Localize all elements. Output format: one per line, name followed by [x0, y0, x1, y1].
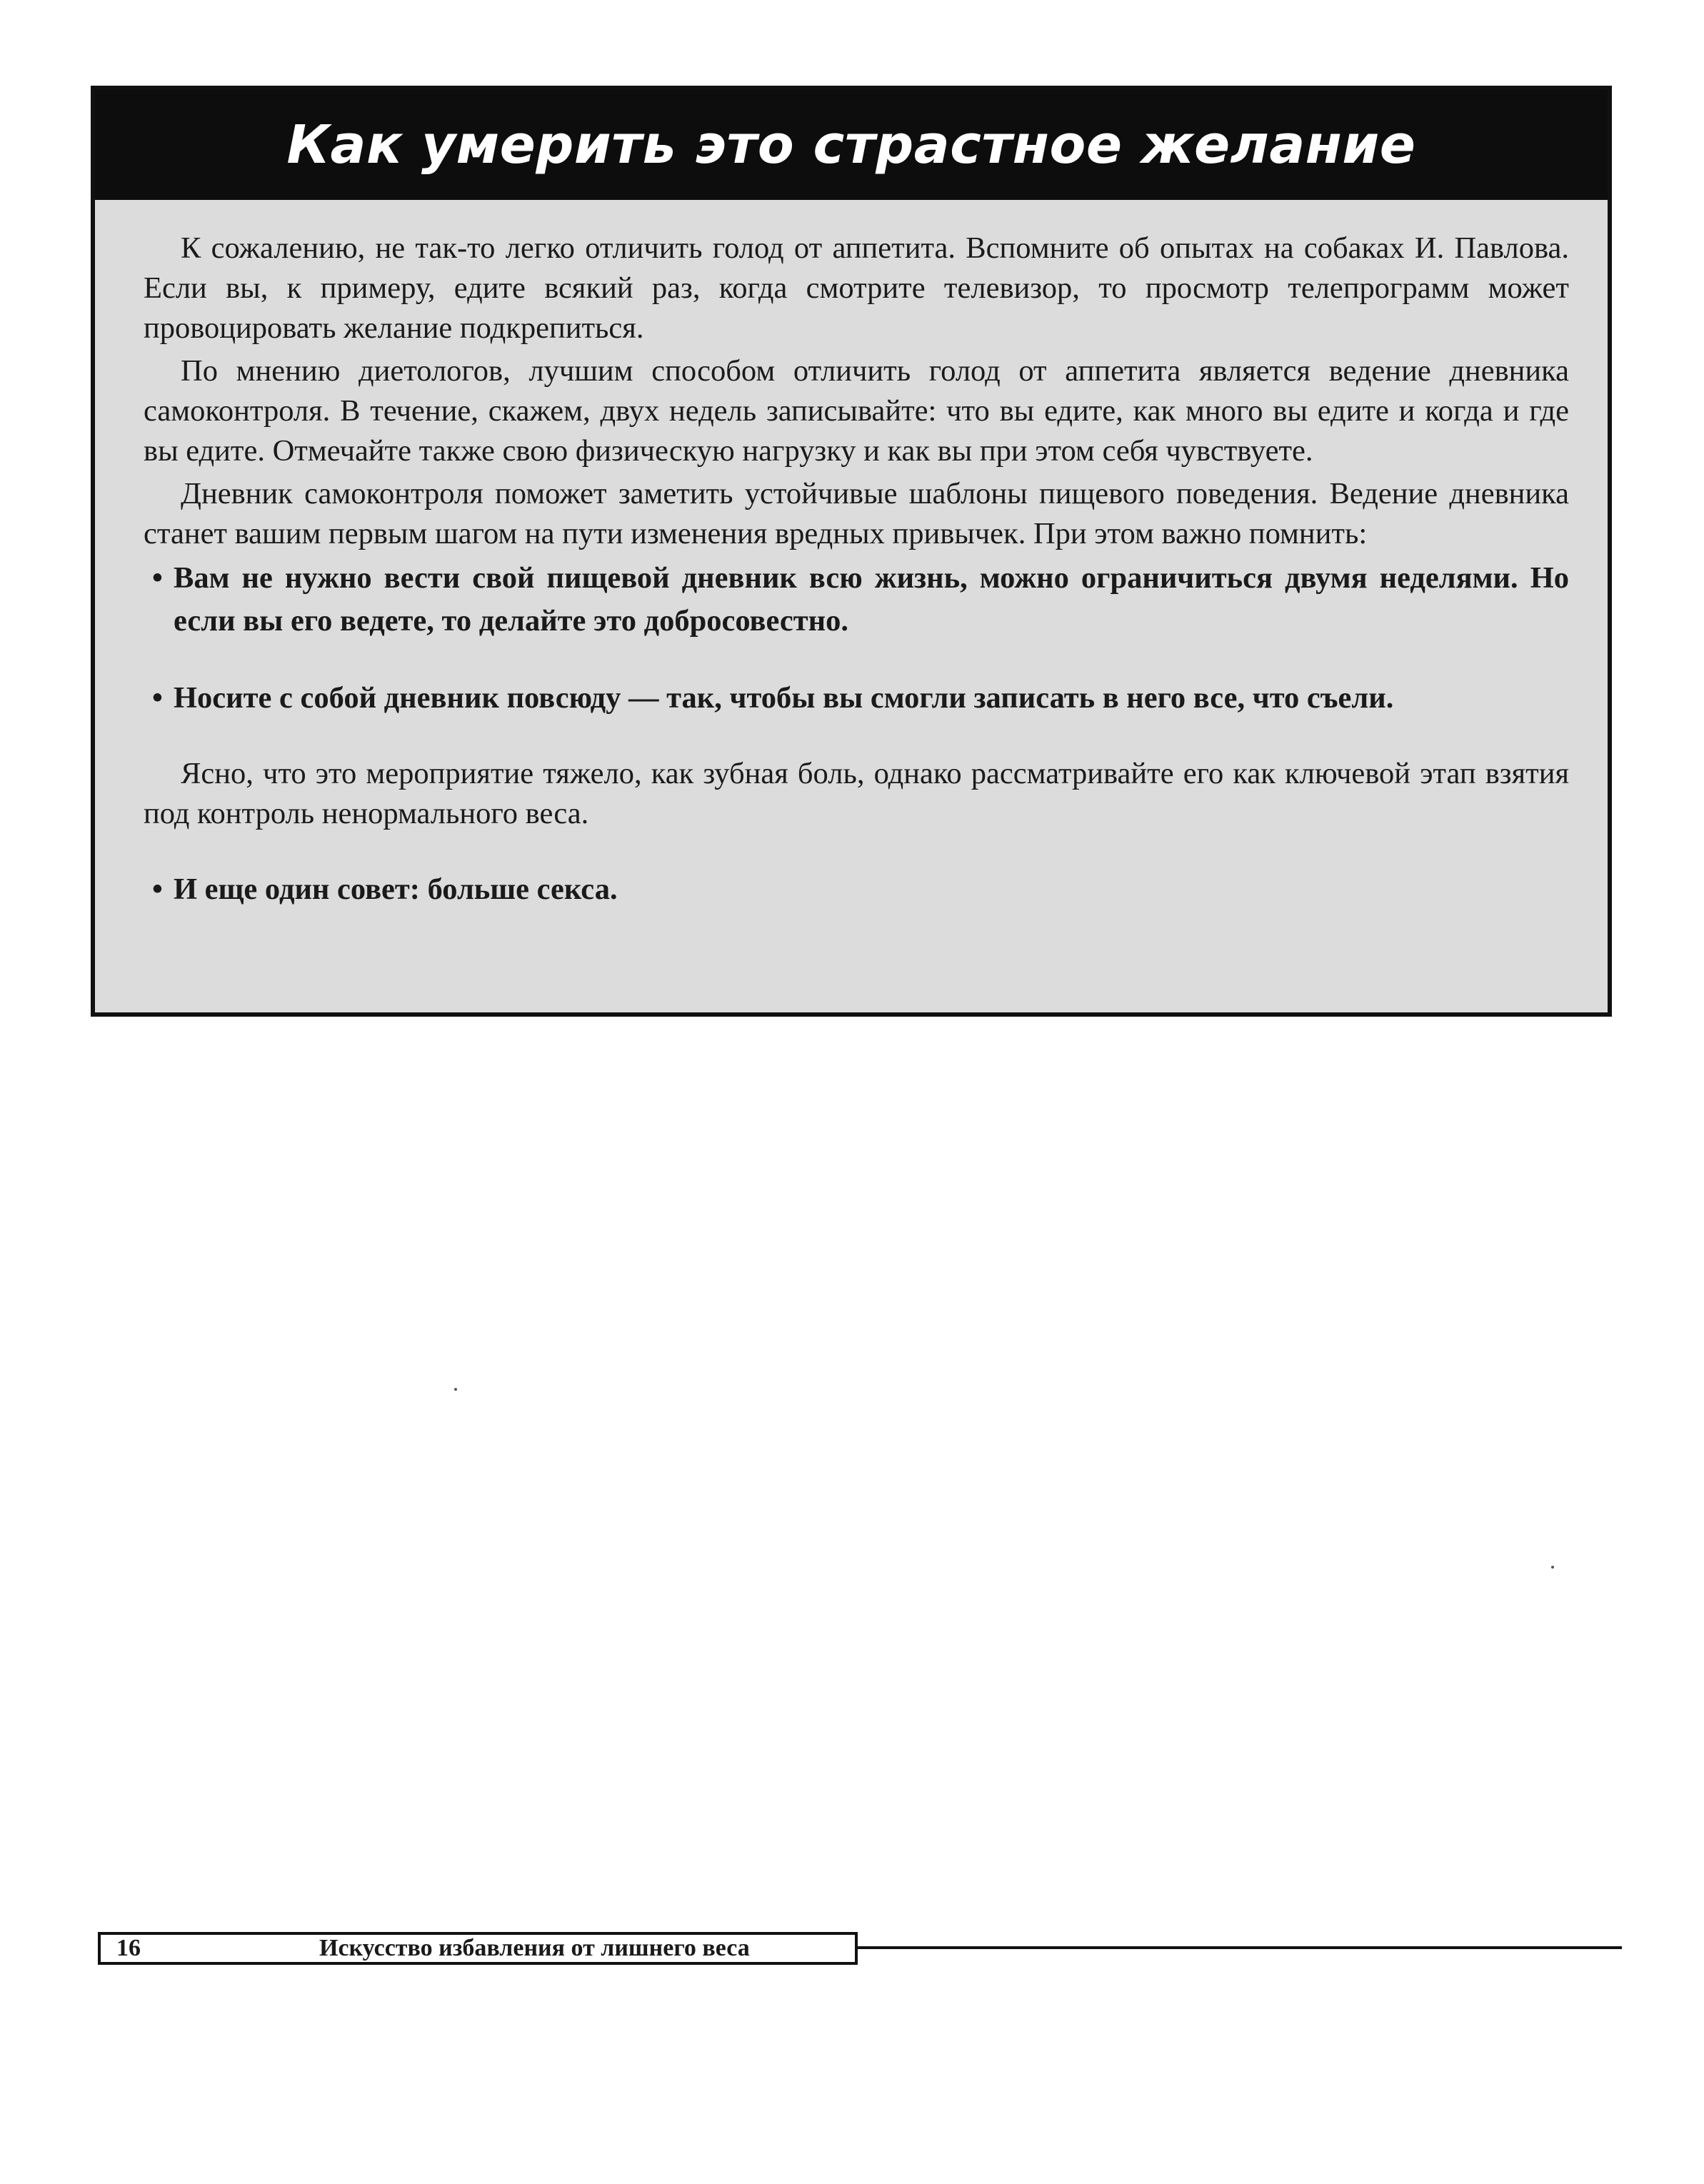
- closing-paragraph: Ясно, что это мероприятие тяжело, как зубная боль, однако рассматривайте его как ключевой этап взятия под контроль ненормального веса.: [144, 757, 1569, 830]
- sidebar-box: [91, 86, 1612, 1017]
- sidebar-body: [95, 200, 1608, 911]
- scan-speck: [454, 1388, 457, 1391]
- scan-speck: [1551, 1566, 1554, 1569]
- bullet-icon: •: [152, 561, 163, 595]
- page-number: 16: [116, 1935, 141, 1961]
- bullet-text: И еще один совет: больше секса.: [174, 872, 618, 906]
- paragraph: По мнению диетологов, лучшим способом отличить голод от аппетита является ведение дневника самоконтроля. В течение, скажем, двух недель записывайте: что вы едите, как много вы едите и когда и где вы едите. Отмечайте также свою физическую нагрузку и как вы при этом себя чувствуете.: [144, 354, 1569, 468]
- bullet-icon: •: [152, 681, 163, 715]
- running-title: Искусство избавления от лишнего веса: [319, 1935, 750, 1961]
- paragraph: К сожалению, не так-то легко отличить голод от аппетита. Вспомните об опытах на собаках И. Павлова. Если вы, к примеру, едите всякий раз, когда смотрите телевизор, то просмотр телепрограмм может провоцировать желание подкрепиться.: [144, 231, 1569, 345]
- bullet-item: [144, 557, 1569, 643]
- page-footer: [98, 1932, 1622, 1965]
- bullet-text: Вам не нужно вести свой пищевой дневник всю жизнь, можно ограничиться двумя неделями. Но если вы его ведете, то делайте это добросовестно.: [174, 561, 1569, 638]
- final-bullet-item: [144, 868, 1569, 911]
- bullet-item: [144, 677, 1569, 720]
- paragraph: Дневник самоконтроля поможет заметить устойчивые шаблоны пищевого поведения. Ведение дневника станет вашим первым шагом на пути изменения вредных привычек. При этом важно помнить:: [144, 477, 1569, 550]
- bullet-icon: •: [152, 872, 163, 906]
- footer-rule: [858, 1946, 1622, 1949]
- sidebar-title: Как умерить это страстное желание: [95, 90, 1608, 200]
- footer-box: [98, 1932, 858, 1965]
- bullet-text: Носите с собой дневник повсюду — так, чтобы вы смогли записать в него все, что съели.: [174, 681, 1394, 715]
